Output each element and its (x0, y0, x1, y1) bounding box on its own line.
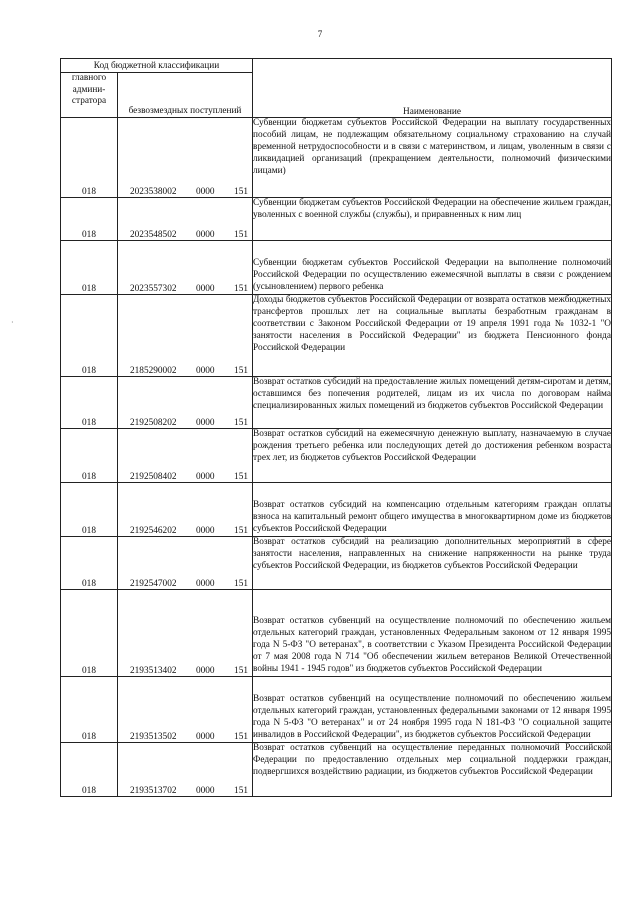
table-row (61, 743, 612, 797)
revenue-code (118, 743, 253, 797)
code-part-sub: 0000 (195, 418, 215, 428)
code-part-sub: 0000 (195, 187, 215, 197)
admin-code: 018 (61, 295, 118, 377)
admin-code: 018 (61, 377, 118, 429)
revenue-name: Возврат остатков субвенций на осуществление переданных полномочий Российской Федерации по предоставлению отдельных мер социальной поддержки граждан, подвергшихся воздействию радиации, из бюджетов субъектов Российской Федерации (253, 743, 612, 797)
code-part-code: 2023548502 (130, 230, 177, 240)
code-part-code: 2185290002 (130, 366, 177, 376)
revenue-name: Доходы бюджетов субъектов Российской Федерации от возврата остатков межбюджетных трансфертов прошлых лет на социальные выплаты безработным гражданам в соответствии с Законом Российской Федерации от 19 апреля 1991 года № 1032-1 "О занятости населения в Российской Федерации" из бюджета Пенсионного фонда Российской Федерации (253, 295, 612, 377)
margin-tick: · (11, 318, 14, 327)
code-part-kind: 151 (234, 786, 248, 796)
code-part-sub: 0000 (195, 732, 215, 742)
code-part-sub: 0000 (195, 230, 215, 240)
revenue-code (118, 590, 253, 677)
header-name: Наименование (253, 59, 612, 118)
code-part-code: 2193513402 (130, 666, 177, 676)
code-part-code: 2192508202 (130, 418, 177, 428)
admin-code: 018 (61, 537, 118, 590)
admin-code: 018 (61, 429, 118, 483)
admin-code: 018 (61, 483, 118, 537)
code-part-sub: 0000 (195, 579, 215, 589)
revenue-name: Возврат остатков субвенций на осуществление полномочий по обеспечению жильем отдельных категорий граждан, установленных Федеральным законом от 12 января 1995 года N 5-ФЗ "О ветеранах", в соответствии с Указом Президента Российской Федерации от 7 мая 2008 года N 714 "Об обеспечении жильем ветеранов Великой Отечественной войны 1941 - 1945 годов" из бюджетов субъектов Российской Федерации (253, 590, 612, 677)
revenue-name: Возврат остатков субсидий на реализацию дополнительных мероприятий в сфере занятости населения, направленных на снижение напряженности на рынке труда субъектов Российской Федерации, из бюджетов субъектов Российской Федерации (253, 537, 612, 590)
code-part-sub: 0000 (195, 666, 215, 676)
revenue-code (118, 537, 253, 590)
revenue-name: Возврат остатков субсидий на компенсацию отдельным категориям граждан оплаты взноса на капитальный ремонт общего имущества в многоквартирном доме из бюджетов субъектов Российской Федерации (253, 483, 612, 537)
table-row (61, 241, 612, 295)
header-gratuitous-receipts: безвозмездных поступлений (118, 73, 253, 118)
table-row (61, 537, 612, 590)
revenue-code (118, 483, 253, 537)
table-row (61, 483, 612, 537)
code-part-code: 2023557302 (130, 284, 177, 294)
table-header (61, 59, 612, 118)
admin-code: 018 (61, 590, 118, 677)
revenue-name: Субвенции бюджетам субъектов Российской Федерации на обеспечение жильем граждан, уволенных с военной службы (службы), и приравненных к ним лиц (253, 198, 612, 241)
code-part-kind: 151 (234, 579, 248, 589)
table-row (61, 377, 612, 429)
code-part-kind: 151 (234, 526, 248, 536)
code-part-code: 2192508402 (130, 472, 177, 482)
admin-code: 018 (61, 677, 118, 743)
table-row (61, 677, 612, 743)
code-part-sub: 0000 (195, 284, 215, 294)
code-part-sub: 0000 (195, 366, 215, 376)
admin-code: 018 (61, 241, 118, 295)
code-part-kind: 151 (234, 666, 248, 676)
revenue-name: Субвенции бюджетам субъектов Российской Федерации на выполнение полномочий Российской Федерации по осуществлению ежемесячной выплаты в связи с рождением (усыновлением) первого ребенка (253, 241, 612, 295)
header-classification-code: Код бюджетной классификации (61, 59, 253, 73)
code-part-kind: 151 (234, 418, 248, 428)
code-part-code: 2193513702 (130, 786, 177, 796)
table-row (61, 295, 612, 377)
code-part-code: 2193513502 (130, 732, 177, 742)
code-part-code: 2192547002 (130, 579, 177, 589)
revenue-name: Возврат остатков субсидий на предоставление жилых помещений детям-сиротам и детям, оставшимся без попечения родителей, лицам из их числа по договорам найма специализированных жилых помещений из бюджетов субъектов Российской Федерации (253, 377, 612, 429)
code-part-kind: 151 (234, 732, 248, 742)
code-part-sub: 0000 (195, 472, 215, 482)
code-part-kind: 151 (234, 366, 248, 376)
header-chief-administrator: главного админи-стратора (61, 73, 118, 118)
revenue-code (118, 118, 253, 198)
revenue-code (118, 677, 253, 743)
code-part-code: 2192546202 (130, 526, 177, 536)
revenue-code (118, 429, 253, 483)
code-part-code: 2023538002 (130, 187, 177, 197)
admin-code: 018 (61, 198, 118, 241)
revenue-code (118, 377, 253, 429)
code-part-kind: 151 (234, 187, 248, 197)
revenue-code (118, 198, 253, 241)
code-part-kind: 151 (234, 230, 248, 240)
admin-code: 018 (61, 743, 118, 797)
revenue-name: Возврат остатков субсидий на ежемесячную денежную выплату, назначаемую в случае рождения третьего ребенка или последующих детей до достижения ребенком возраста трех лет, из бюджетов субъектов Российской Федерации (253, 429, 612, 483)
code-part-sub: 0000 (195, 786, 215, 796)
table-body (61, 118, 612, 797)
revenue-code (118, 295, 253, 377)
table-row (61, 590, 612, 677)
table-row (61, 429, 612, 483)
admin-code: 018 (61, 118, 118, 198)
revenue-name: Субвенции бюджетам субъектов Российской Федерации на выплату государственных пособий лицам, не подлежащим обязательному социальному страхованию на случай временной нетрудоспособности и в связи с материнством, и лицам, уволенным в связи с ликвидацией организаций (прекращением деятельности, полномочий физическими лицами) (253, 118, 612, 198)
revenue-code (118, 241, 253, 295)
revenue-name: Возврат остатков субвенций на осуществление полномочий по обеспечению жильем отдельных категорий граждан, установленных федеральными законами от 12 января 1995 года N 5-ФЗ "О ветеранах" и от 24 ноября 1995 года N 181-ФЗ "О социальной защите инвалидов в Российской Федерации", из бюджетов субъектов Российской Федерации (253, 677, 612, 743)
table-row (61, 198, 612, 241)
page-number: 7 (317, 29, 323, 39)
budget-classification-table (60, 58, 612, 797)
code-part-kind: 151 (234, 472, 248, 482)
code-part-sub: 0000 (195, 526, 215, 536)
table-row (61, 118, 612, 198)
code-part-kind: 151 (234, 284, 248, 294)
